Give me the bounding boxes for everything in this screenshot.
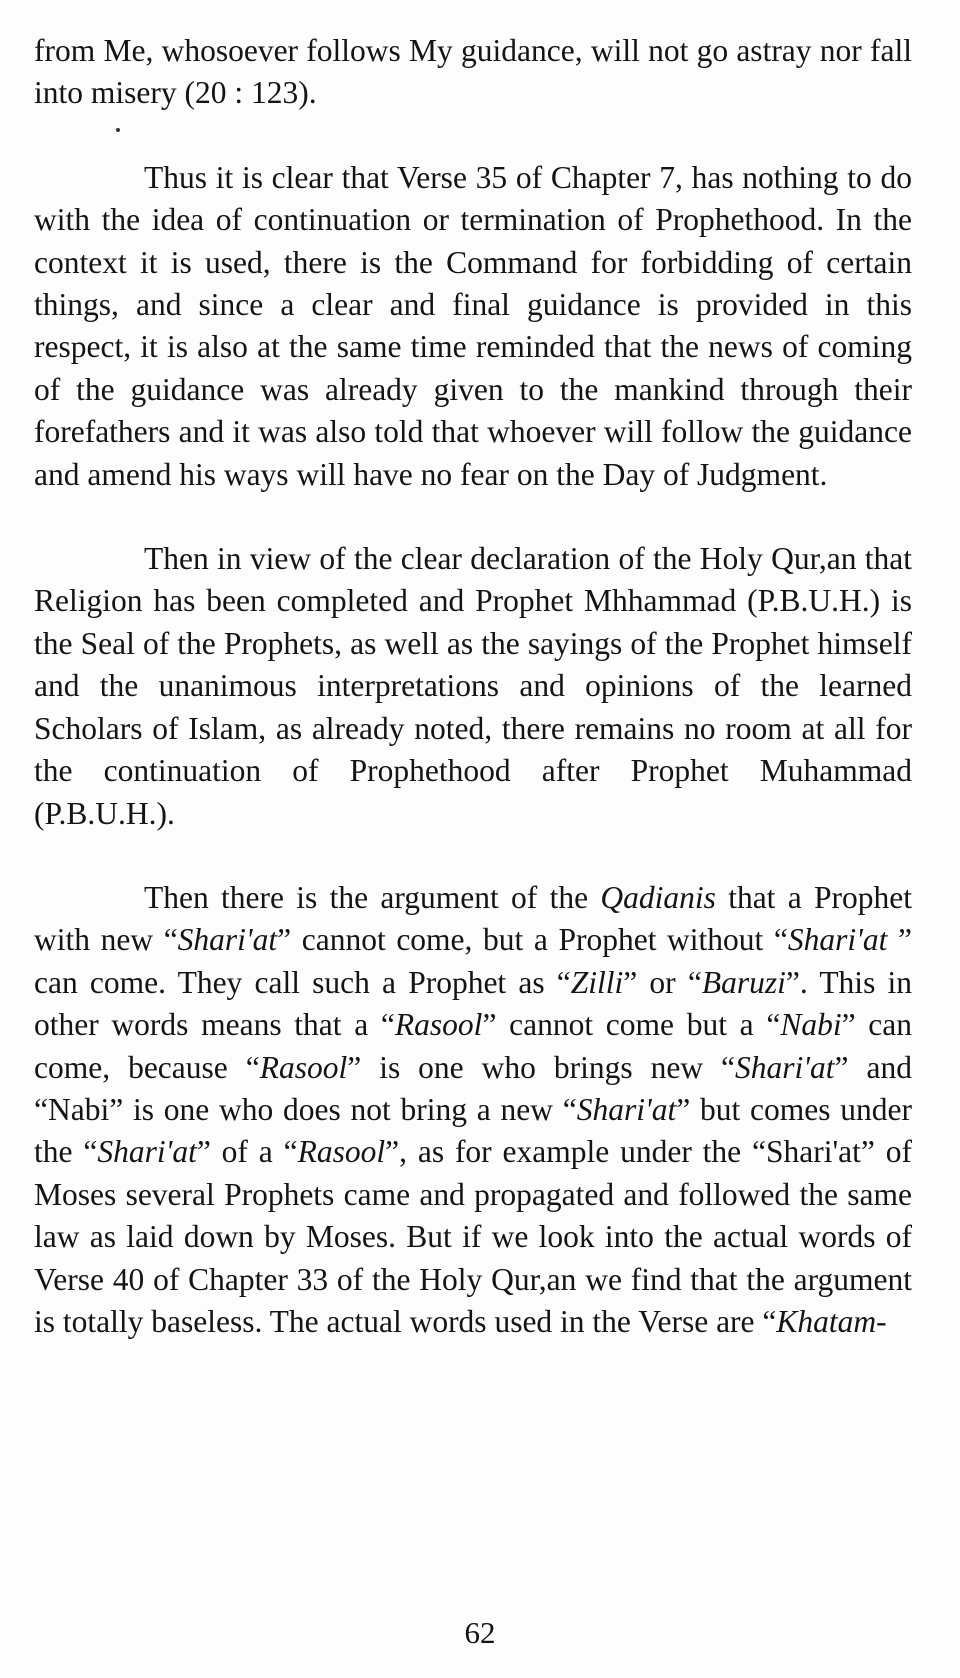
paragraph-4 <box>34 877 912 1343</box>
italic-term: Nabi <box>780 1007 842 1043</box>
paragraph-1 <box>34 30 912 115</box>
italic-term: Shari'at <box>576 1091 677 1127</box>
italic-term: Khatam- <box>776 1303 887 1339</box>
body-text <box>34 30 912 1343</box>
text-run: ” and “Nabi” is one who does not bring a new “ <box>34 1049 912 1127</box>
text-run: that a Prophet with new “ <box>34 879 912 958</box>
text-run: Thus it is clear that Verse 35 of Chapter 7, has nothing to do with the idea of continuation or termination of Prophethood. In the context it is used, there is the Command for forbidding of certain things, and since a clear and final guidance is provided in this respect, it is also at the same time reminded that the news of coming of the guidance was already given to the mankind through their forefathers and it was also told that whoever will follow the guidance and amend his ways will have no fear on the Day of Judgment. <box>34 159 912 492</box>
text-run: Then there is the argument of the <box>144 879 601 915</box>
text-run: ”, as for example under the “Shari'at” of Moses several Prophets came and propagated and followed the same law as laid down by Moses. But if we look into the actual words of Verse 40 of Chapter 33 of the Holy Qur,an we find that the argument is totally baseless. The actual words used in the Verse are “ <box>34 1134 912 1339</box>
italic-term: Shari'at <box>177 922 278 958</box>
italic-term: Baruzi <box>701 964 786 1000</box>
text-run: ” or “ <box>623 964 702 1000</box>
page-number: 62 <box>464 1615 496 1650</box>
paragraph-2 <box>34 157 912 496</box>
text-run: ” cannot come but a “ <box>482 1007 781 1043</box>
italic-term: Qadianis <box>600 879 716 915</box>
text-run: ” but comes under the “ <box>34 1091 912 1170</box>
italic-term: Shari'at <box>97 1134 197 1170</box>
italic-term: Shari'at <box>787 922 888 958</box>
text-run: Then in view of the clear declaration of the Holy Qur,an that Religion has been completed and Prophet Mhhammad (P.B.U.H.) is the Seal of the Prophets, as well as the sayings of the Prophet himself and the unanimous interpretations and opinions of the learned Scholars of Islam, as already noted, there remains no room at all for the continuation of Prophethood after Prophet Muhammad (P.B.U.H.). <box>34 541 912 831</box>
italic-term: Shari'at <box>735 1049 835 1085</box>
scan-speck <box>116 128 120 132</box>
text-run: ” of a “ <box>196 1134 298 1170</box>
italic-term: Zilli <box>570 964 624 1000</box>
italic-term: Rasool <box>297 1134 386 1170</box>
text-run: ”. This in other words means that a “ <box>34 964 912 1043</box>
italic-term: Rasool <box>259 1049 348 1085</box>
text-run: ” can come. They call such a Prophet as “ <box>34 922 912 1000</box>
text-run: from Me, whosoever follows My guidance, will not go astray nor fall into misery (20 : 123). <box>34 33 912 111</box>
paragraph-3 <box>34 538 912 835</box>
text-run: ” can come, because “ <box>34 1007 913 1085</box>
text-run: ” is one who brings new “ <box>347 1049 736 1085</box>
italic-term: Rasool <box>394 1007 483 1043</box>
text-run: ” cannot come, but a Prophet without “ <box>277 922 788 958</box>
